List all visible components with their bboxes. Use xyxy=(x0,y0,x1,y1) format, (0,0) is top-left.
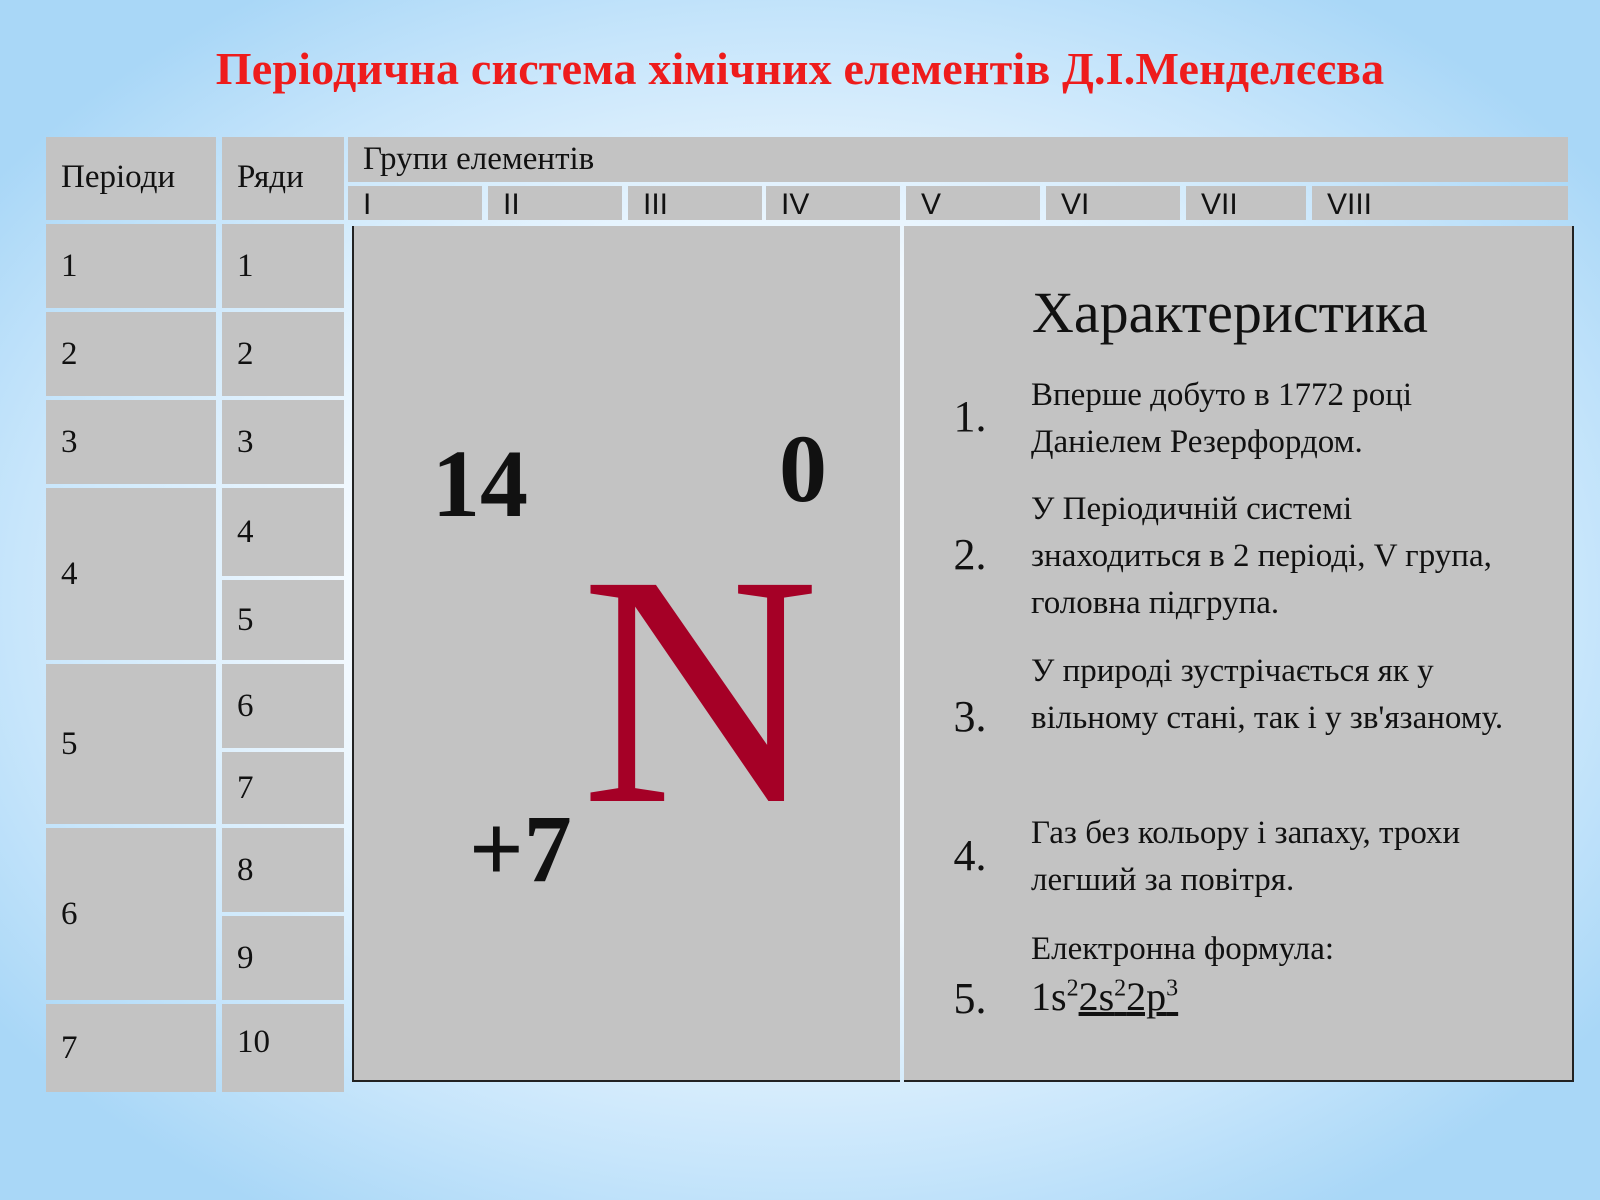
row-cell: 8 xyxy=(222,828,344,912)
group-VIII: VIII xyxy=(1312,186,1568,220)
atomic-mass: 14 xyxy=(432,430,528,537)
groups-header-label: Групи елементів xyxy=(363,141,595,177)
row-cell-label: 10 xyxy=(237,1024,270,1060)
item-text: У Періодичній системі знаходиться в 2 періоді, V група, головна підгрупа. xyxy=(1016,476,1530,632)
item-text-formula xyxy=(1016,916,1530,1080)
formula-part: 2s xyxy=(1078,974,1115,1019)
item-number: 5. xyxy=(930,916,1010,1080)
item-number: 1. xyxy=(930,362,1010,470)
item-number: 3. xyxy=(930,638,1010,794)
formula-exp: 3 xyxy=(1166,975,1179,1002)
period-cell: 6 xyxy=(46,828,216,1000)
period-cell: 3 xyxy=(46,400,216,484)
electron-formula xyxy=(1031,973,1178,1020)
row-cell: 3 xyxy=(222,400,344,484)
row-cell: 5 xyxy=(222,580,344,660)
row-cell: 6 xyxy=(222,664,344,748)
group-VI: VI xyxy=(1046,186,1180,220)
characteristics-title: Характеристика xyxy=(930,270,1530,356)
row-cell: 4 xyxy=(222,488,344,576)
formula-label: Електронна формула: xyxy=(1031,931,1335,967)
group-I: I xyxy=(348,186,482,220)
period-cell: 2 xyxy=(46,312,216,396)
groups-header xyxy=(348,137,1568,182)
period-cell: 1 xyxy=(46,224,216,308)
period-cell: 5 xyxy=(46,664,216,824)
formula-part: 1s xyxy=(1031,974,1067,1019)
formula-part: 2p xyxy=(1126,974,1167,1019)
row-cell: 9 xyxy=(222,916,344,1000)
oxidation-state: 0 xyxy=(779,415,827,522)
element-panel xyxy=(352,226,900,1082)
group-III: III xyxy=(628,186,762,220)
element-symbol: N xyxy=(581,508,820,873)
row-cell: 7 xyxy=(222,752,344,824)
group-IV: IV xyxy=(766,186,900,220)
formula-exp: 2 xyxy=(1066,975,1079,1002)
item-text: Газ без кольору і запаху, трохи легший за повітря. xyxy=(1016,800,1530,910)
item-text: Вперше добуто в 1772 році Даніелем Резерфордом. xyxy=(1016,362,1530,470)
item-number: 2. xyxy=(930,476,1010,632)
page-title: Періодична система хімічних елементів Д.І.Менделєєва xyxy=(215,43,1385,94)
period-cell: 7 xyxy=(46,1004,216,1092)
group-V: V xyxy=(906,186,1040,220)
rows-header: Ряди xyxy=(222,137,344,220)
row-cell xyxy=(222,1004,344,1092)
row-cell: 2 xyxy=(222,312,344,396)
row-cell: 1 xyxy=(222,224,344,308)
item-number: 4. xyxy=(930,800,1010,910)
periods-header: Періоди xyxy=(46,137,216,220)
formula-exp: 2 xyxy=(1114,975,1127,1002)
group-II: II xyxy=(488,186,622,220)
period-cell: 4 xyxy=(46,488,216,660)
formula-underlined xyxy=(1079,974,1179,1019)
item-text: У природі зустрічається як у вільному стані, так і у зв'язаному. xyxy=(1016,638,1530,794)
group-VII: VII xyxy=(1186,186,1306,220)
nuclear-charge: +7 xyxy=(469,795,572,902)
